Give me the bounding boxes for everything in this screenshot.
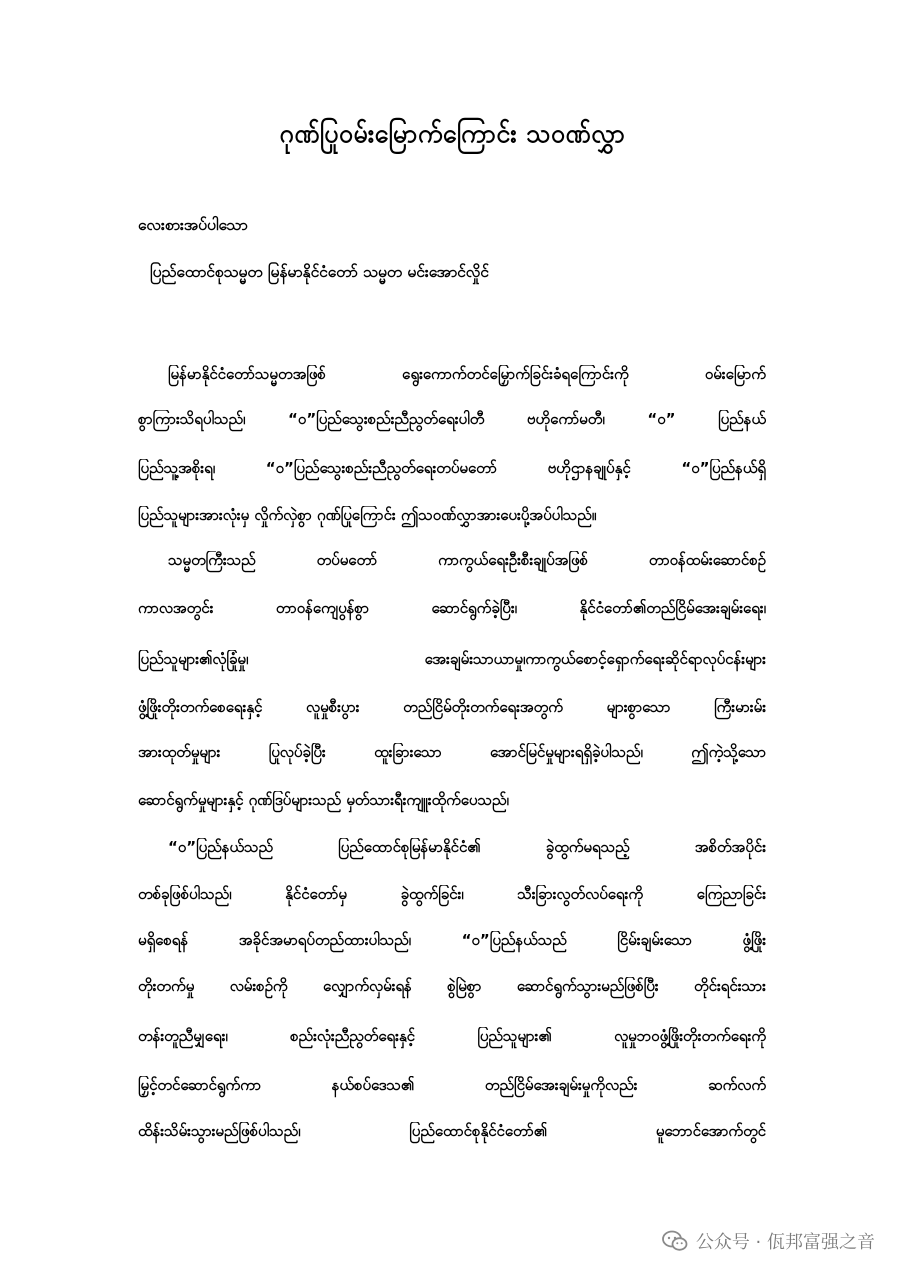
body-line: ဖွံ့ဖြိုးတိုးတက်စေရေးနှင့် လူမှုစီးပွား တည်ငြိမ်တိုးတက်ရေးအတွက် များစွာသော ကြီးမားမ်း	[138, 698, 766, 716]
body-line: တန်းတူညီမျှရေး၊ စည်းလုံးညီညွတ်ရေးနှင့် ပြည်သူများ၏ လူမှုဘဝဖွံ့ဖြိုးတိုးတက်ရေးကို	[138, 1027, 766, 1045]
body-line: စွာကြားသိရပါသည်၊ “ဝ”ပြည်သွေးစည်းညီညွတ်ရေးပါတီ ဗဟိုကော်မတီ၊ “ဝ” ပြည်နယ်	[138, 410, 766, 428]
body-line: အားထုတ်မှုများ ပြုလုပ်ခဲ့ပြီး ထူးခြားသော အောင်မြင်မှုများရရှိခဲ့ပါသည်၊ ဤကဲ့သို့သော	[138, 743, 766, 761]
watermark-text: 公众号 · 佤邦富强之音	[695, 1232, 875, 1253]
body-line: “ဝ”ပြည်နယ်သည် ပြည်ထောင်စုမြန်မာနိုင်ငံ၏ ခွဲထွက်မရသည့် အစိတ်အပိုင်း	[168, 838, 766, 856]
body-line: မြန်မာနိုင်ငံတော်သမ္မတအဖြစ် ရွေးကောက်တင်မြှောက်ခြင်းခံရကြောင်းကို ဝမ်းမြောက်	[168, 365, 766, 383]
body-line: ပြည်သူများအားလုံးမှ လှိုက်လှဲစွာ ဂုဏ်ပြုကြောင်း ဤသဝဏ်လွှာအားပေးပို့အပ်ပါသည်။	[138, 506, 597, 524]
body-line: မရှိစေရန် အခိုင်အမာရပ်တည်ထားပါသည်၊ “ဝ”ပြည်နယ်သည် ငြိမ်းချမ်းသော ဖွံ့ဖြိုး	[138, 931, 766, 949]
body-line: ဆောင်ရွက်မှုများနှင့် ဂုဏ်ဒြပ်များသည် မှတ်သားရီးကျူးထိုက်ပေသည်၊	[138, 791, 509, 809]
body-line: ထိန်းသိမ်းသွားမည်ဖြစ်ပါသည်၊ ပြည်ထောင်စုနိုင်ငံတော်၏ မူဘောင်အောက်တွင်	[138, 1122, 766, 1140]
body-line: တစ်ခုဖြစ်ပါသည်၊ နိုင်ငံတော်မှ ခွဲထွက်ခြင်း၊ သီးခြားလွတ်လပ်ရေးကို ကြေညာခြင်း	[138, 885, 766, 903]
body-line: ပြည်သူများ၏လုံခြုံမှု၊ အေးချမ်းသာယာမှု၊ကာကွယ်စောင့်ရှောက်ရေးဆိုင်ရာလုပ်ငန်းများ	[138, 650, 766, 668]
body-line: သမ္မတကြီးသည် တပ်မတော် ကာကွယ်ရေးဦးစီးချုပ်အဖြစ် တာဝန်ထမ်းဆောင်စဉ်	[168, 551, 766, 569]
watermark	[662, 1228, 875, 1254]
body-line: တိုးတက်မှု လမ်းစဉ်ကို လျှောက်လှမ်းရန် စွဲမြဲစွာ ဆောင်ရွက်သွားမည်ဖြစ်ပြီး တိုင်းရင်းသား	[138, 977, 766, 995]
salutation: လေးစားအပ်ပါသော	[138, 216, 248, 234]
body-line: ပြည်သူ့အစိုးရ၊ “ဝ”ပြည်သွေးစည်းညီညွတ်ရေးတပ်မတော် ဗဟိုဌာနချုပ်နှင့် “ဝ”ပြည်နယ်ရှိ	[138, 459, 766, 477]
addressee: ပြည်ထောင်စုသမ္မတ မြန်မာနိုင်ငံတော် သမ္မတ မင်းအောင်လှိုင်	[150, 263, 489, 281]
document-title: ဂုဏ်ပြုဝမ်းမြောက်ကြောင်း သဝဏ်လွှာ	[279, 119, 626, 148]
body-line: ကာလအတွင်း တာဝန်ကျေပွန်စွာ ဆောင်ရွက်ခဲ့ပြီး၊ နိုင်ငံတော်၏တည်ငြိမ်အေးချမ်းရေး၊	[138, 599, 766, 617]
wechat-icon	[662, 1230, 688, 1252]
body-line: မြှင့်တင်ဆောင်ရွက်ကာ နယ်စပ်ဒေသ၏ တည်ငြိမ်အေးချမ်းမှုကိုလည်း ဆက်လက်	[138, 1076, 766, 1094]
